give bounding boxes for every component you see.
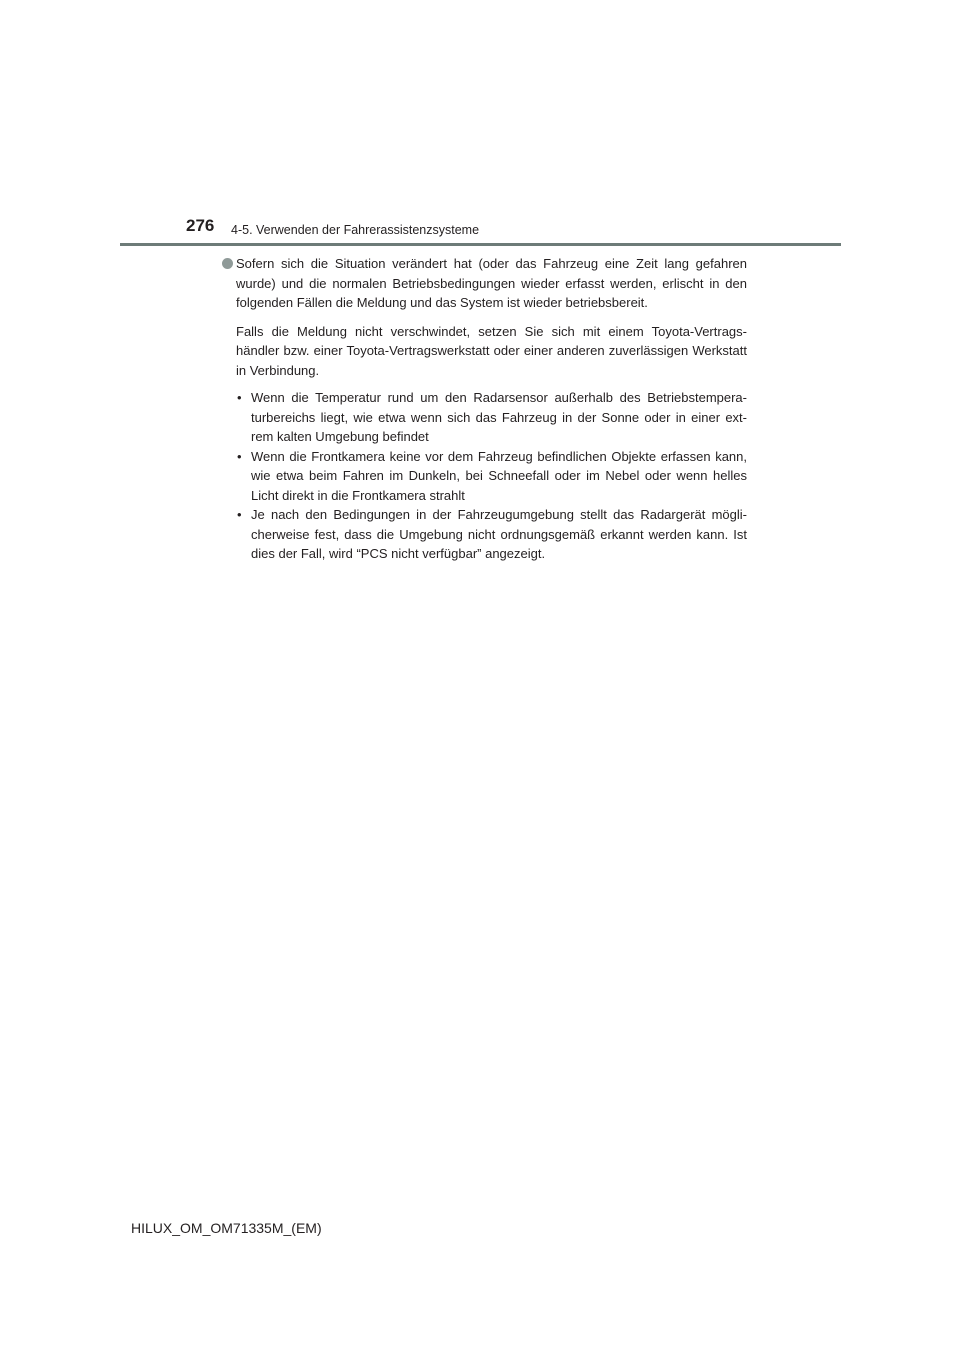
circle-bullet-icon	[222, 258, 233, 269]
bullet-icon: •	[237, 448, 242, 464]
list-item	[236, 447, 747, 506]
bullet-icon: •	[237, 390, 242, 405]
lead-paragraph	[236, 254, 747, 313]
bullet-icon: •	[237, 507, 242, 522]
footer-model-code: HILUX_OM_OM71335M_(EM)	[131, 1220, 322, 1236]
page-number: 276	[186, 216, 215, 235]
header-rule	[120, 243, 841, 246]
list-item-text: Je nach den Bedingungen in der Fahrzeugumgebung stellt das Radargerät mögli- cherweise fest, dass die Umgebung nicht ordnungsgemäß erkannt werden kann. Ist dies der Fall, wird “PCS nicht verfügbar” angezeigt.	[251, 507, 747, 561]
section-title: 4-5. Verwenden der Fahrerassistenzsysteme	[231, 223, 480, 237]
condition-list	[236, 388, 747, 564]
list-item	[236, 388, 747, 447]
list-item-text: Wenn die Frontkamera keine vor dem Fahrzeug befindlichen Objekte erfassen kann, wie etwa beim Fahren im Dunkeln, bei Schneefall oder im Nebel oder wenn helles Licht direkt in die Frontkamera strahlt	[251, 448, 747, 503]
support-paragraph: Falls die Meldung nicht verschwindet, setzen Sie sich mit einem Toyota-Vertrags- händler bzw. einer Toyota-Vertragswerkstatt oder einer anderen zuverlässigen Werkstatt in Verbindung.	[236, 323, 747, 378]
content	[236, 254, 747, 564]
list-item	[236, 505, 747, 564]
list-item-text: Wenn die Temperatur rund um den Radarsensor außerhalb des Betriebstempera- turbereichs liegt, wie etwa wenn sich das Fahrzeug in der Sonne oder in einer ext- rem kalten Umgebung befindet	[251, 390, 747, 444]
lead-text: Sofern sich die Situation verändert hat (oder das Fahrzeug eine Zeit lang gefahren wurde) und die normalen Betriebsbedingungen wieder erfasst werden, erlischt in den folgenden Fällen die Meldung und das System ist wieder betriebsbereit.	[236, 256, 747, 310]
